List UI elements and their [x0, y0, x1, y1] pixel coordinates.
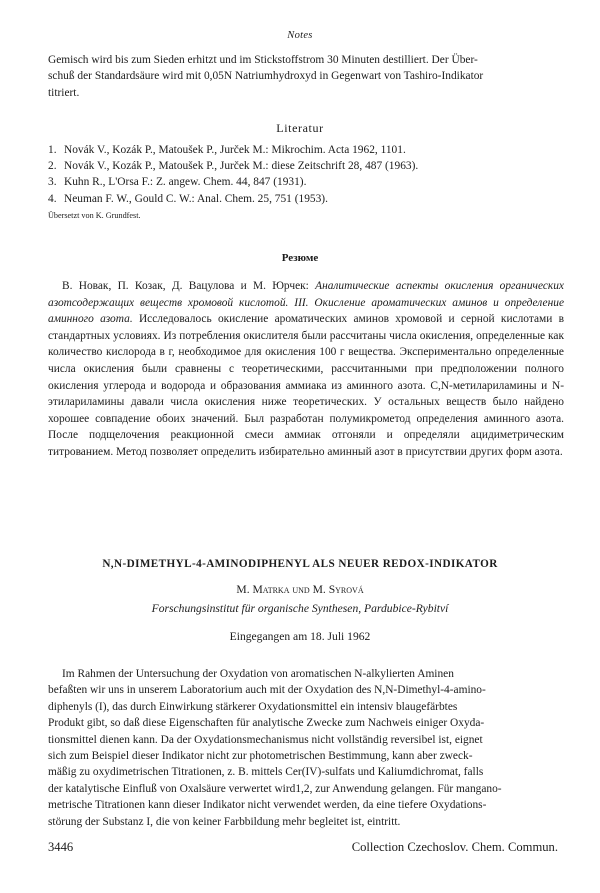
article-received-date: Eingegangen am 18. Juli 1962	[229, 630, 371, 643]
article-body-line: mäßig zu oxydimetrischen Titrationen, z. B. mittels Cer(IV)-sulfats und Kaliumdichromat, falls	[48, 766, 484, 779]
reference-item	[48, 158, 568, 174]
intro-line: Gemisch wird bis zum Sieden erhitzt und im Stickstoffstrom 30 Minuten destilliert. Der Über-	[48, 54, 478, 66]
reference-list	[48, 142, 568, 207]
reference-text: Kuhn R., L'Orsa F.: Z. angew. Chem. 44, 847 (1931).	[64, 176, 307, 189]
article-body-line: sich zum Beispiel dieser Indikator nicht zur photometrischen Bestimmung, kann aber zweck-	[48, 750, 473, 763]
resume-heading: Резюме	[281, 252, 319, 264]
reference-number: 4.	[48, 192, 57, 205]
reference-number: 2.	[48, 160, 57, 173]
article-authors: M. Matrka und M. Syrová	[236, 583, 364, 596]
reference-text: Novák V., Kozák P., Matoušek P., Jurček M.: diese Zeitschrift 28, 487 (1963).	[64, 160, 419, 173]
resume-title-italic: Аналитические аспекты окисления органических азотсодержащих веществ хромовой кислотой. III. Окисление ароматических аминов и определение аминного азота.	[48, 280, 564, 326]
literatur-heading: Literatur	[276, 121, 324, 135]
intro-paragraph	[48, 52, 564, 101]
article-body-line: Produkt gibt, so daß diese Eigenschaften für analytische Zwecke zum Nachweis einiger Oxyda-	[48, 717, 485, 730]
reference-number: 3.	[48, 176, 57, 189]
resume-authors: В. Новак, П. Козак, Д. Вацулова и М. Юрчек:	[62, 280, 309, 292]
journal-name: Collection Czechoslov. Chem. Commun.	[351, 840, 558, 854]
reference-item	[48, 142, 568, 158]
article-title: N,N-DIMETHYL-4-AMINODIPHENYL ALS NEUER REDOX-INDIKATOR	[102, 558, 498, 570]
intro-line: titriert.	[48, 86, 80, 99]
article-body-line: der katalytische Einfluß von Oxalsäure verwertet wird1,2, zur Anwendung gelangen. Für mangano-	[48, 782, 502, 795]
article-body-line: befaßten wir uns in unserem Laboratorium auch mit der Oxydation des N,N-Dimethyl-4-amino-	[48, 684, 486, 697]
article-body-line: störung der Substanz I, die von keiner Farbbildung mehr begleitet ist, eintritt.	[48, 815, 401, 828]
reference-number: 1.	[48, 144, 57, 156]
resume-body: Исследовалось окисление ароматических аминов хромовой и серной кислотами в стандартных условиях. Из потребления окислителя были рассчитаны числа окисления, определенные как количество кислорода в г, необходимое для окисления 100 г вещества. Экспериментально определенные числа окисления были сравнены с теоретическими, рассчитанными при предположении полного окисления углерода и водорода и образования аммиака из аминного азота. С,N-метилариламины и N-этилариламины давали числа окисления ниже теоретических. У остальных веществ было найдено хорошее совпадение обоих значений. Был разработан полумикрометод определения аминного азота. После подщелочения реакционной смеси аммиак отгоняли и определяли ацидиметрическим титрованием. Метод позволяет определить избирательно аминный азот в присутствии других форм азота.	[48, 313, 564, 458]
translator-note: Übersetzt von K. Grundfest.	[48, 211, 141, 220]
reference-text: Novák V., Kozák P., Matoušek P., Jurček M.: Mikrochim. Acta 1962, 1101.	[64, 144, 406, 156]
reference-item	[48, 191, 568, 207]
running-header: Notes	[287, 30, 313, 41]
article-body	[48, 666, 564, 830]
resume-paragraph	[48, 278, 564, 461]
article-body-line: Im Rahmen der Untersuchung der Oxydation von aromatischen N-alkylierten Aminen	[62, 668, 454, 680]
article-body-line: diphenyls (I), das durch Einwirkung stärkerer Oxydationsmittel ein intensiv blaugefärbtes	[48, 700, 458, 713]
page-number: 3446	[48, 840, 74, 854]
article-institute: Forschungsinstitut für organische Synthesen, Pardubice-Rybitví	[151, 602, 449, 615]
reference-text: Neuman F. W., Gould C. W.: Anal. Chem. 25, 751 (1953).	[64, 192, 328, 205]
article-body-line: tionsmittel dienen kann. Da der Oxydationsmechanismus nicht vollständig reversibel ist, eignet	[48, 733, 483, 746]
article-body-line: metrische Titrationen kann dieser Indikator nicht verwendet werden, da eine tiefere Oxydations-	[48, 799, 487, 812]
reference-item	[48, 174, 568, 190]
intro-line: schuß der Standardsäure wird mit 0,05N Natriumhydroxyd in Gegenwart von Tashiro-Indikator	[48, 70, 484, 83]
